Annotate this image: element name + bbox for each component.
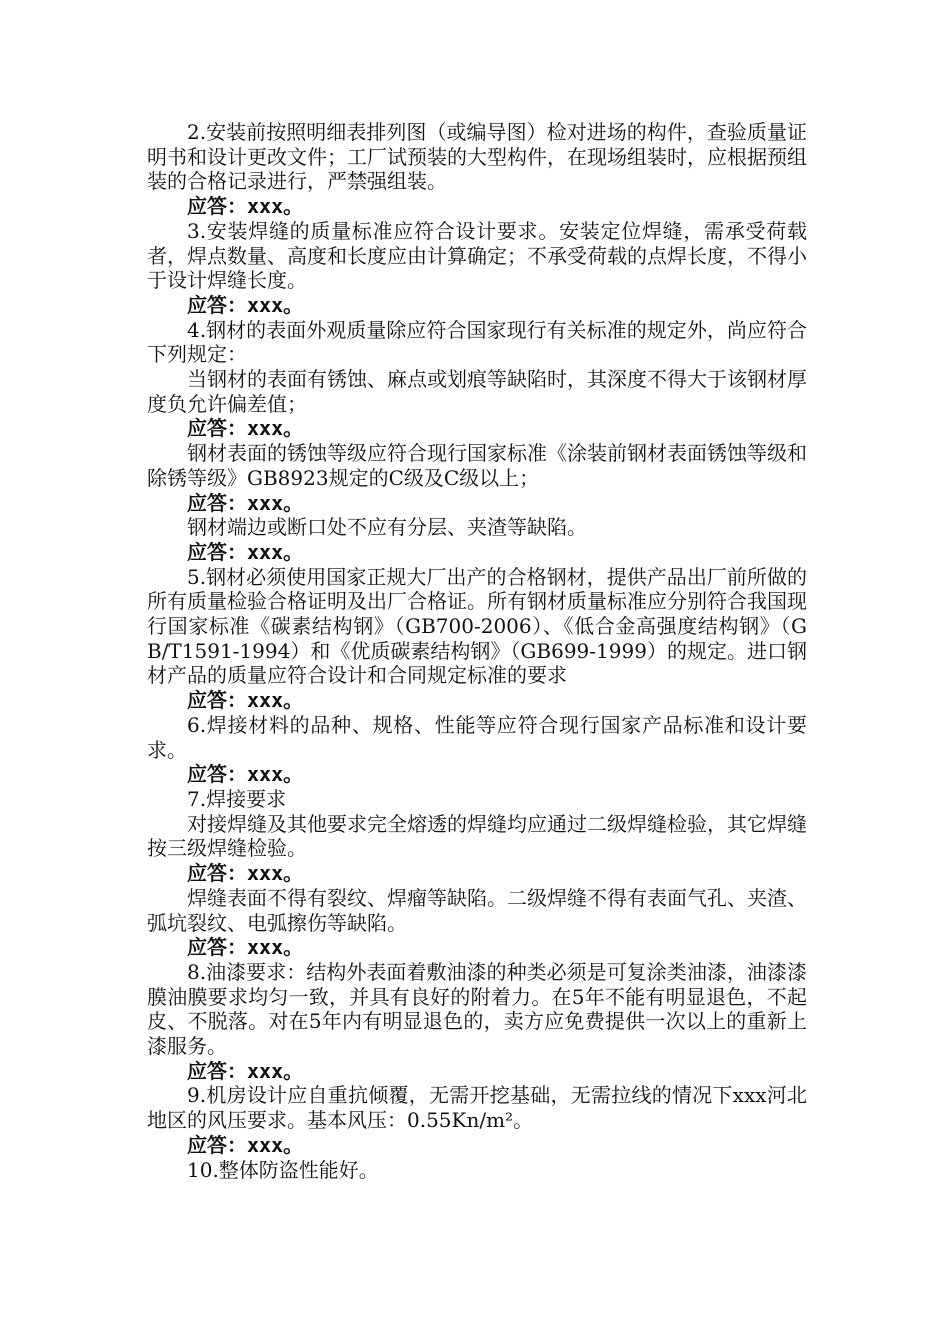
body-paragraph: 9.机房设计应自重抗倾覆，无需开挖基础，无需拉线的情况下xxx河北地区的风压要求。基本风压：0.55Kn/m²。 <box>147 1083 807 1133</box>
body-paragraph: 对接焊缝及其他要求完全熔透的焊缝均应通过二级焊缝检验，其它焊缝按三级焊缝检验。 <box>147 811 807 861</box>
answer-label: 应答： <box>187 762 247 787</box>
body-paragraph: 焊缝表面不得有裂纹、焊瘤等缺陷。二级焊缝不得有表面气孔、夹渣、弧坑裂纹、电弧擦伤等缺陷。 <box>147 885 807 935</box>
body-paragraph: 钢材端边或断口处不应有分层、夹渣等缺陷。 <box>187 515 587 540</box>
body-paragraph: 钢材表面的锈蚀等级应符合现行国家标准《涂装前钢材表面锈蚀等级和除锈等级》GB8923规定的C级及C级以上； <box>147 441 807 490</box>
answer-line <box>147 1133 807 1158</box>
answer-label: 应答： <box>187 688 247 713</box>
answer-value: xxx。 <box>247 416 304 441</box>
answer-value: xxx。 <box>247 194 304 219</box>
body-paragraph: 3.安装焊缝的质量标准应符合设计要求。安装定位焊缝，需承受荷载者，焊点数量、高度和长度应由计算确定；不承受荷载的点焊长度，不得小于设计焊缝长度。 <box>147 218 807 293</box>
answer-label: 应答： <box>187 861 247 886</box>
answer-line <box>147 491 807 516</box>
answer-value: xxx。 <box>247 935 304 960</box>
answer-label: 应答： <box>187 1132 247 1157</box>
answer-label: 应答： <box>187 1058 247 1083</box>
answer-line <box>147 935 807 960</box>
answer-line <box>147 688 807 713</box>
answer-value: xxx。 <box>247 539 304 564</box>
body-paragraph: 7.焊接要求 <box>187 786 287 811</box>
answer-label: 应答： <box>187 194 247 219</box>
answer-value: xxx。 <box>247 292 304 317</box>
answer-value: xxx。 <box>247 490 304 515</box>
answer-label: 应答： <box>187 539 247 564</box>
answer-value: xxx。 <box>247 861 304 886</box>
body-paragraph: 当钢材的表面有锈蚀、麻点或划痕等缺陷时，其深度不得大于该钢材厚度负允许偏差值； <box>147 367 807 416</box>
body-paragraph: 8.油漆要求：结构外表面着敷油漆的种类必须是可复涂类油漆，油漆漆膜油膜要求均匀一致，并具有良好的附着力。在5年不能有明显退色，不起皮、不脱落。对在5年内有明显退色的，卖方应免费提供一次以上的重新上漆服务。 <box>147 959 807 1059</box>
answer-label: 应答： <box>187 292 247 317</box>
answer-value: xxx。 <box>247 1132 304 1157</box>
answer-line <box>147 194 807 219</box>
answer-line <box>147 540 807 565</box>
answer-line <box>147 416 807 441</box>
answer-line <box>147 861 807 886</box>
body-paragraph: 4.钢材的表面外观质量除应符合国家现行有关标准的规定外，尚应符合下列规定： <box>147 317 807 367</box>
answer-label: 应答： <box>187 935 247 960</box>
answer-line <box>147 293 807 318</box>
body-paragraph: 6.焊接材料的品种、规格、性能等应符合现行国家产品标准和设计要求。 <box>147 712 807 762</box>
body-paragraph: 10.整体防盗性能好。 <box>187 1157 379 1182</box>
answer-value: xxx。 <box>247 1058 304 1083</box>
answer-line <box>147 1059 807 1084</box>
answer-label: 应答： <box>187 490 247 515</box>
body-paragraph: 2.安装前按照明细表排列图（或编导图）检对进场的构件，查验质量证明书和设计更改文件；工厂试预装的大型构件，在现场组装时，应根据预组装的合格记录进行，严禁强组装。 <box>147 120 807 194</box>
body-paragraph: 5.钢材必须使用国家正规大厂出产的合格钢材，提供产品出厂前所做的所有质量检验合格证明及出厂合格证。所有钢材质量标准应分别符合我国现行国家标准《碳素结构钢》（GB700-2006）、《低合金高强度结构钢》（GB/T1591-1994）和《优质碳素结构钢》（GB699-1999）的规定。进口钢材产品的质量应符合设计和合同规定标准的要求 <box>147 564 807 688</box>
answer-value: xxx。 <box>247 688 304 713</box>
document-body <box>147 120 807 1182</box>
answer-value: xxx。 <box>247 762 304 787</box>
answer-label: 应答： <box>187 416 247 441</box>
answer-line <box>147 762 807 787</box>
